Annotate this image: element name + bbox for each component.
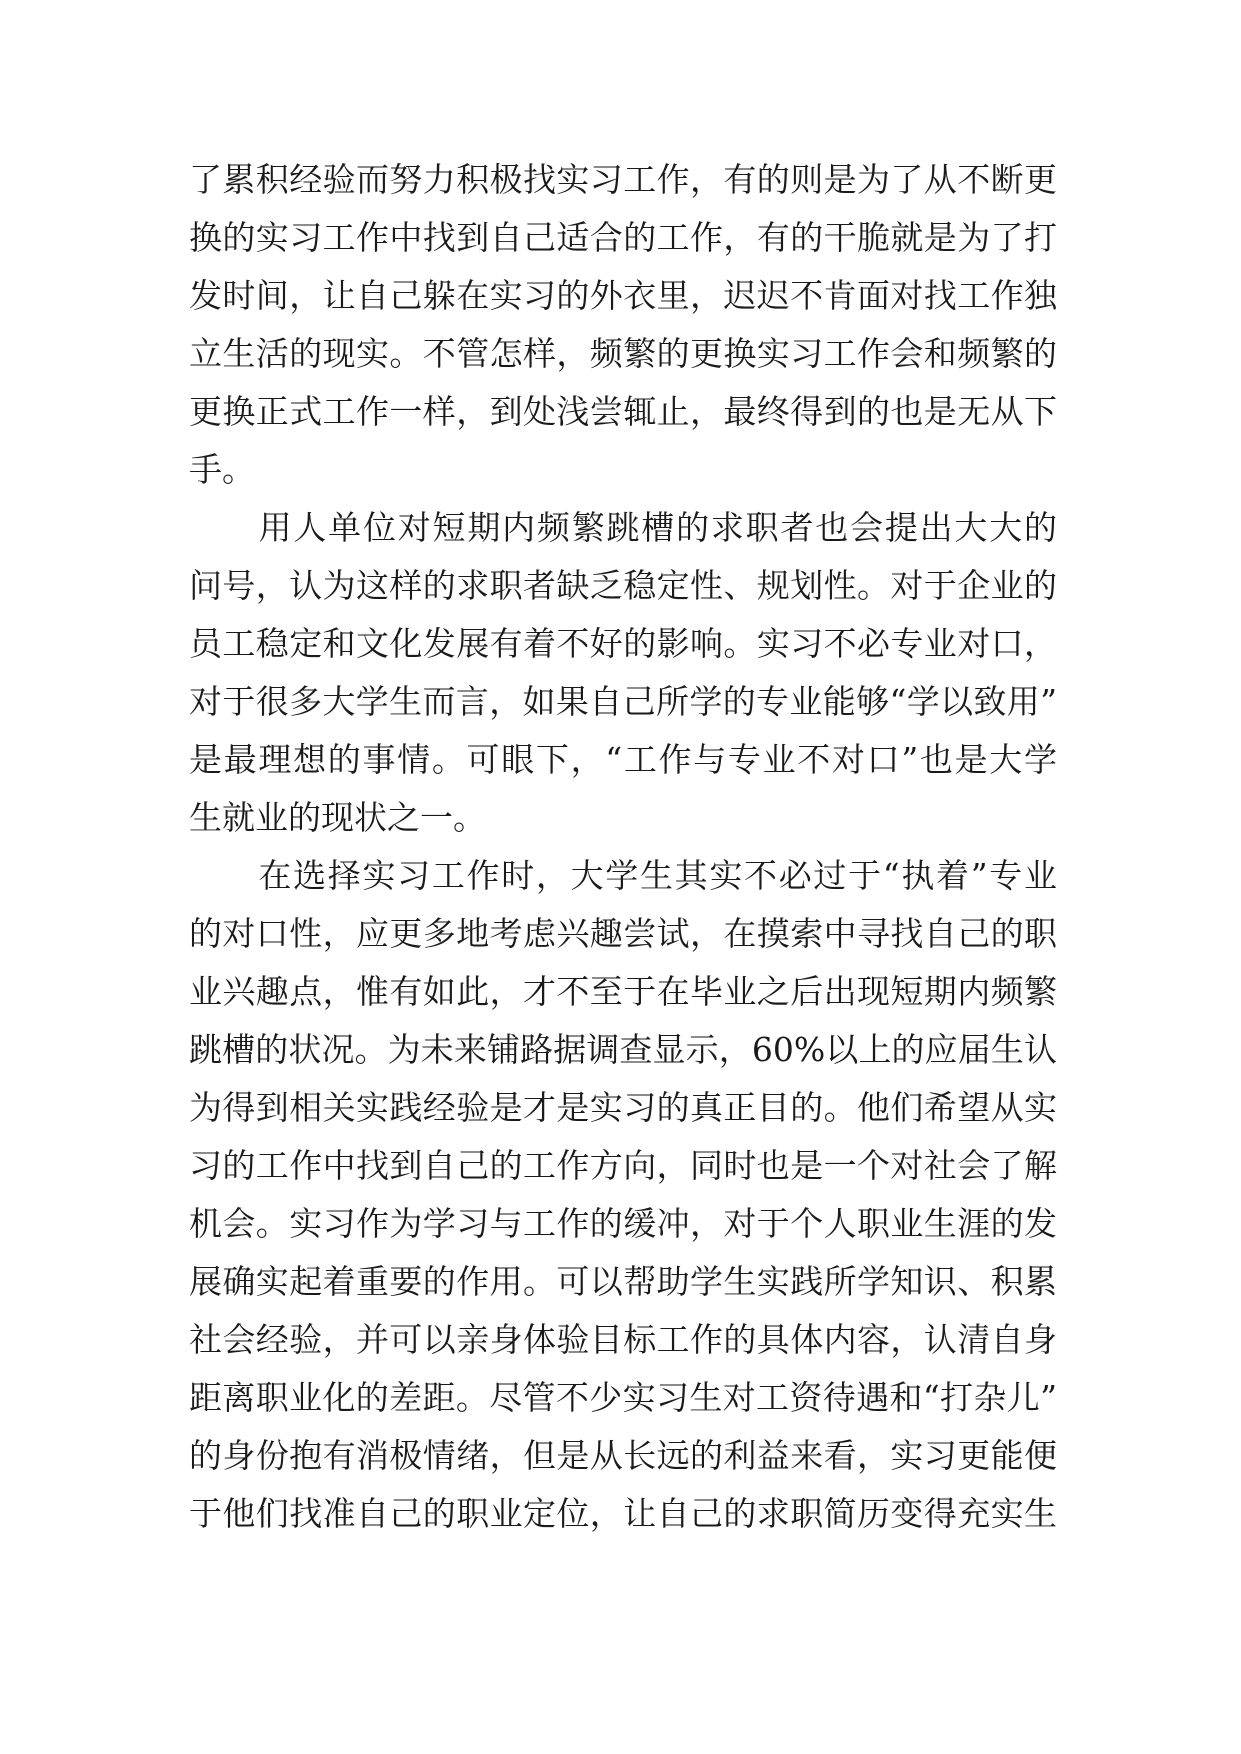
text-line: 了累积经验而努力积极找实习工作，有的则是为了从不断更 bbox=[189, 160, 1057, 199]
text-line: 的对口性，应更多地考虑兴趣尝试，在摸索中寻找自己的职 bbox=[189, 914, 1057, 953]
text-line: 习的工作中找到自己的工作方向，同时也是一个对社会了解 bbox=[189, 1146, 1057, 1185]
text-line: 发时间，让自己躲在实习的外衣里，迟迟不肯面对找工作独 bbox=[189, 276, 1057, 315]
text-line: 是最理想的事情。可眼下，“工作与专业不对口”也是大学 bbox=[189, 740, 1057, 779]
text-line: 用人单位对短期内频繁跳槽的求职者也会提出大大的 bbox=[189, 508, 1057, 547]
text-line: 员工稳定和文化发展有着不好的影响。实习不必专业对口， bbox=[189, 624, 1057, 663]
text-line: 机会。实习作为学习与工作的缓冲，对于个人职业生涯的发 bbox=[189, 1204, 1057, 1243]
text-line: 问号，认为这样的求职者缺乏稳定性、规划性。对于企业的 bbox=[189, 566, 1057, 605]
text-line: 手。 bbox=[189, 450, 255, 489]
document-body bbox=[189, 151, 1057, 1543]
text-line: 距离职业化的差距。尽管不少实习生对工资待遇和“打杂儿” bbox=[189, 1378, 1057, 1417]
text-line: 展确实起着重要的作用。可以帮助学生实践所学知识、积累 bbox=[189, 1262, 1057, 1301]
text-line: 换的实习工作中找到自己适合的工作，有的干脆就是为了打 bbox=[189, 218, 1057, 257]
text-line: 跳槽的状况。为未来铺路据调查显示，60%以上的应届生认 bbox=[189, 1030, 1057, 1069]
text-line: 生就业的现状之一。 bbox=[189, 798, 486, 837]
text-line: 的身份抱有消极情绪，但是从长远的利益来看，实习更能便 bbox=[189, 1436, 1057, 1475]
text-line: 立生活的现实。不管怎样，频繁的更换实习工作会和频繁的 bbox=[189, 334, 1057, 373]
text-line: 更换正式工作一样，到处浅尝辄止，最终得到的也是无从下 bbox=[189, 392, 1057, 431]
text-line: 对于很多大学生而言，如果自己所学的专业能够“学以致用” bbox=[189, 682, 1057, 721]
text-line: 业兴趣点，惟有如此，才不至于在毕业之后出现短期内频繁 bbox=[189, 972, 1057, 1011]
text-line: 于他们找准自己的职业定位，让自己的求职简历变得充实生 bbox=[189, 1494, 1057, 1533]
text-line: 为得到相关实践经验是才是实习的真正目的。他们希望从实 bbox=[189, 1088, 1057, 1127]
text-line: 社会经验，并可以亲身体验目标工作的具体内容，认清自身 bbox=[189, 1320, 1057, 1359]
text-line: 在选择实习工作时，大学生其实不必过于“执着”专业 bbox=[189, 856, 1057, 895]
